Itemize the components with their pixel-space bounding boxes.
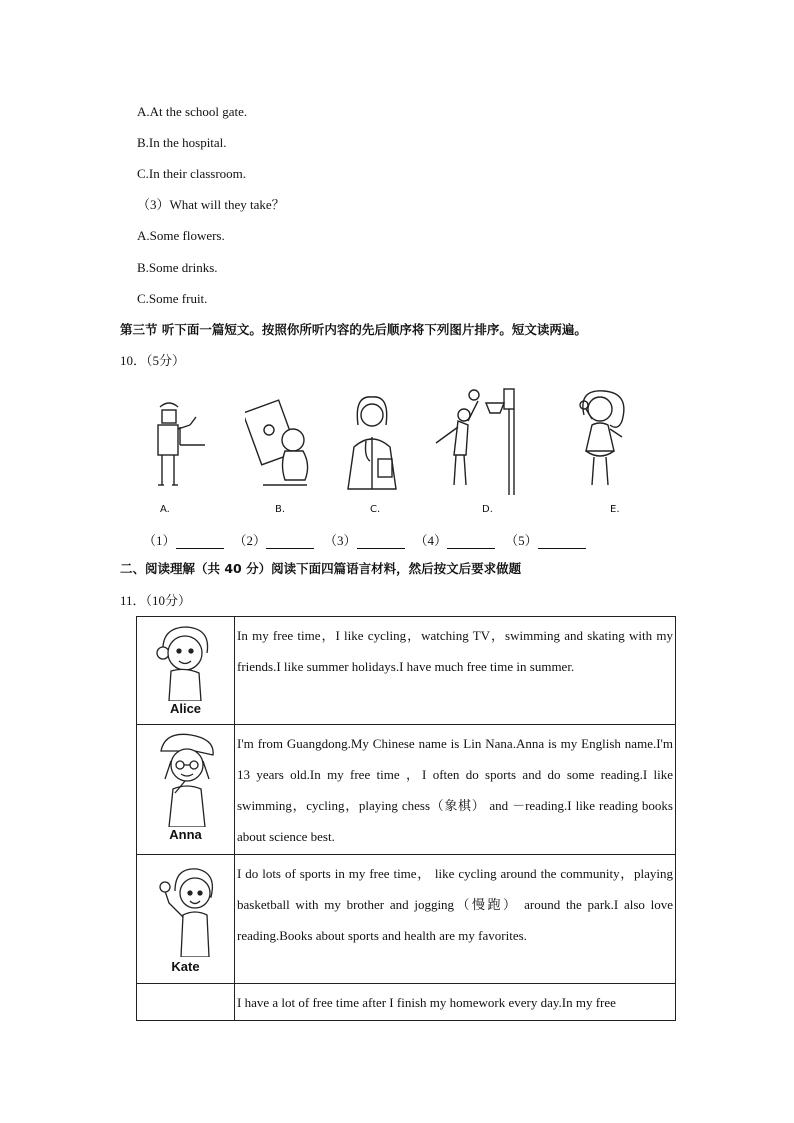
picture-a-teacher (150, 385, 240, 515)
table-row (137, 725, 676, 855)
row-text: In my free time，I like cycling，watching TV，swimming and skating with my friends.I like summer holidays.I have much free time in summer. (235, 617, 676, 725)
picture-label-e: E. (610, 504, 620, 515)
picture-d-basketball (430, 385, 540, 515)
picture-e-singer (560, 385, 650, 515)
empty-avatar-cell (137, 984, 235, 1021)
option-c-fruit: C.Some fruit. (137, 291, 208, 306)
child-drawing-illustration (245, 385, 325, 497)
blank-4-label: （4） (414, 533, 448, 548)
table-row (137, 855, 676, 984)
option-a-school-gate: A.At the school gate. (137, 104, 248, 119)
question-3: （3）What will they take？ (137, 197, 285, 212)
anna-avatar (155, 731, 219, 827)
blank-2-input[interactable] (266, 535, 314, 549)
answer-blanks (143, 530, 596, 549)
table-row (137, 617, 676, 725)
blank-3-input[interactable] (357, 535, 405, 549)
row-name: Alice (169, 701, 202, 716)
blank-3-label: （3） (324, 533, 357, 548)
picture-label-a: A. (160, 504, 170, 515)
blank-4-input[interactable] (447, 535, 495, 549)
kate-avatar-cell (137, 855, 235, 984)
table-row (137, 984, 676, 1021)
option-b-hospital: B.In the hospital. (137, 135, 227, 150)
blank-5-label: （5） (505, 533, 538, 548)
row-text: I'm from Guangdong.My Chinese name is Lin Nana.Anna is my English name.I'm 13 years old.In my free time ，I often do sports and do some reading.I like swimming，cycling，playing chess（象棋） and －reading.I like reading books about science best. (235, 725, 676, 855)
option-a-flowers: A.Some flowers. (137, 228, 225, 243)
part-2-heading: 二、阅读理解（共 40 分）阅读下面四篇语言材料，然后按文后要求做题 (120, 561, 522, 576)
reading-table (136, 616, 676, 1021)
row-text: I have a lot of free time after I finish my homework every day.In my free (235, 984, 676, 1021)
teacher-illustration (150, 385, 220, 497)
basketball-illustration (430, 385, 540, 497)
blank-1-input[interactable] (176, 535, 224, 549)
alice-avatar (155, 623, 215, 701)
picture-label-d: D. (482, 504, 493, 515)
row-name: Anna (169, 827, 202, 842)
picture-row (150, 385, 650, 515)
picture-c-doctor (340, 385, 430, 515)
question-11-label: 11．（10分） (120, 593, 192, 608)
question-10-label: 10．（5分） (120, 353, 186, 368)
blank-5-input[interactable] (538, 535, 586, 549)
picture-label-c: C. (370, 504, 381, 515)
blank-2-label: （2） (233, 533, 267, 548)
kate-avatar (155, 861, 219, 957)
row-text: I do lots of sports in my free time， like cycling around the community，playing basketball with my brother and jogging（慢跑） around the park.I also love reading.Books about sports and health are my favorites. (235, 855, 676, 984)
anna-avatar-cell (137, 725, 235, 855)
picture-label-b: B. (275, 504, 286, 515)
alice-avatar-cell (137, 617, 235, 725)
row-name: Kate (171, 959, 200, 974)
section-3-heading: 第三节 听下面一篇短文。按照你所听内容的先后顺序将下列图片排序。短文读两遍。 (120, 322, 587, 337)
picture-b-drawing-child (245, 385, 335, 515)
option-b-drinks: B.Some drinks. (137, 260, 218, 275)
blank-1-label: （1） (143, 533, 176, 548)
girl-singing-illustration (560, 385, 640, 497)
option-c-classroom: C.In their classroom. (137, 166, 247, 181)
doctor-illustration (340, 385, 410, 497)
